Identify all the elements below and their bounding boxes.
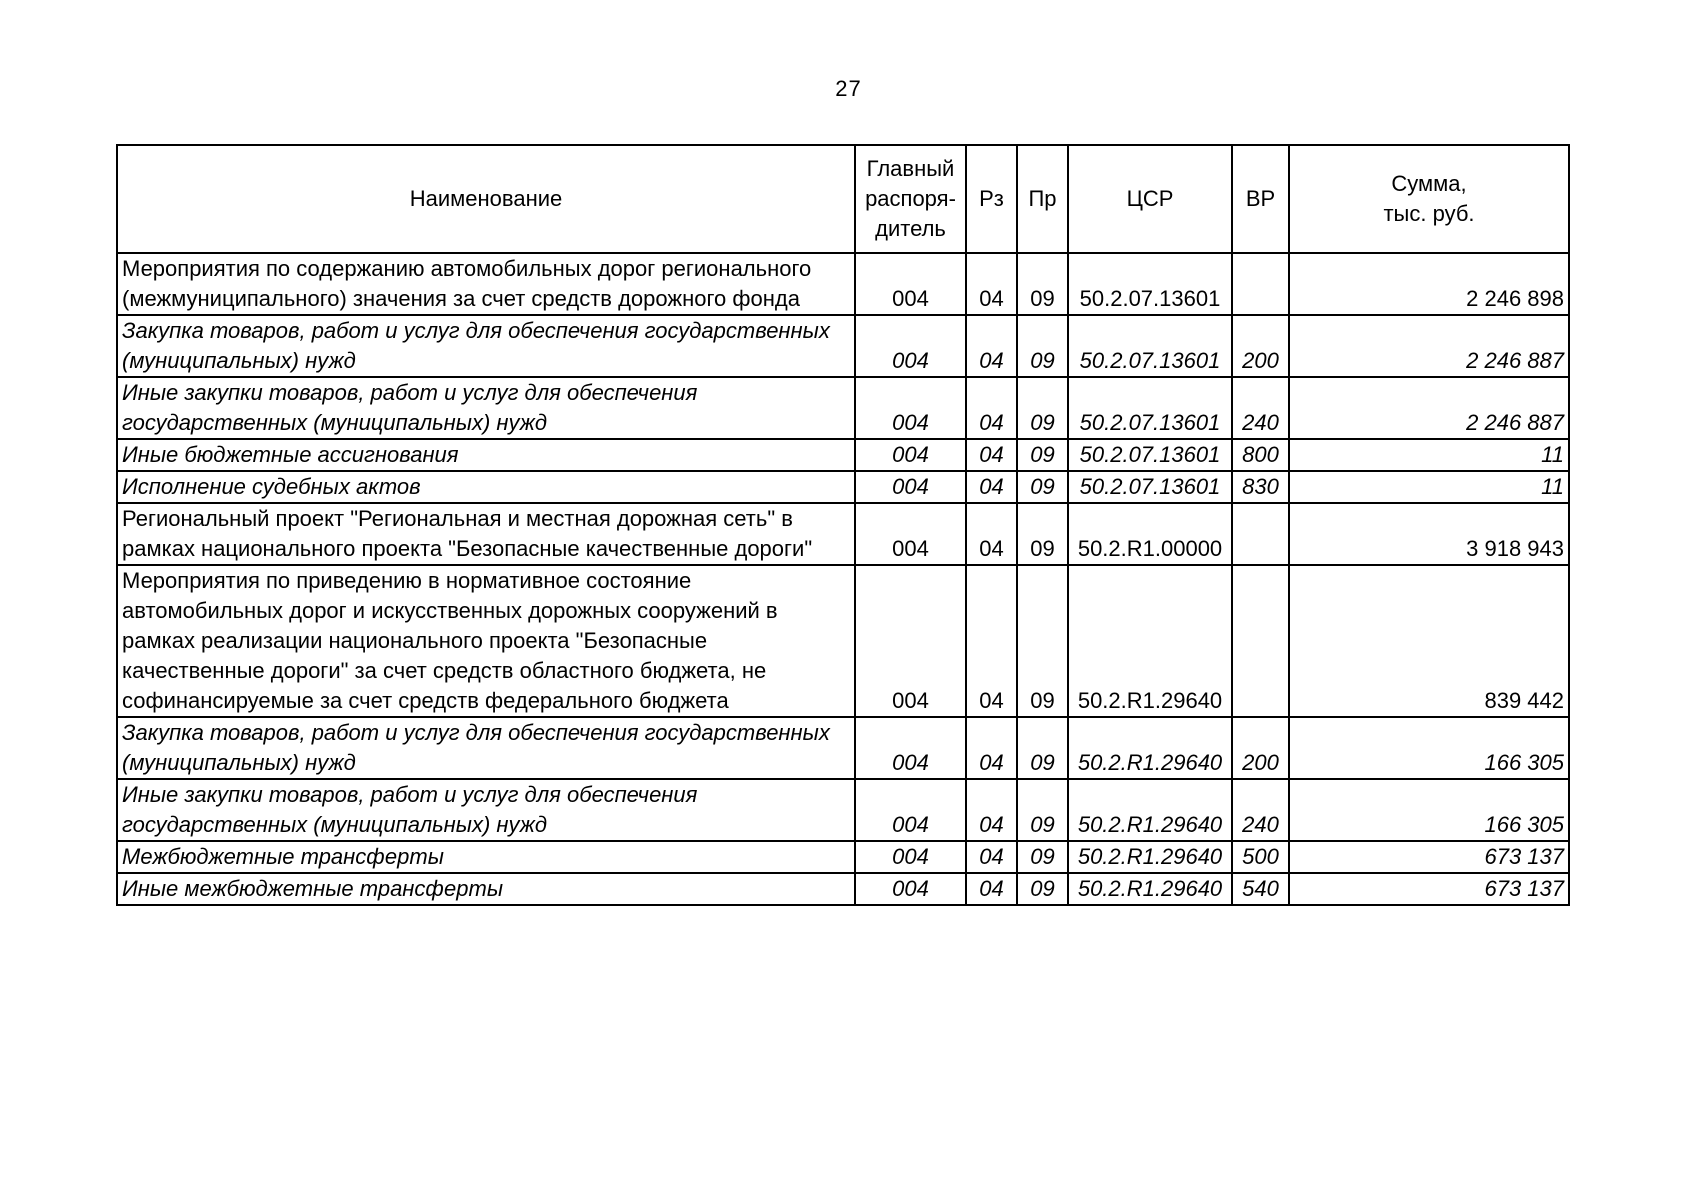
table-body — [117, 253, 1569, 905]
cell-name: Иные бюджетные ассигнования — [117, 439, 855, 471]
cell-csr: 50.2.07.13601 — [1068, 377, 1232, 439]
table-row — [117, 471, 1569, 503]
cell-csr: 50.2.07.13601 — [1068, 253, 1232, 315]
cell-name: Региональный проект "Региональная и местная дорожная сеть" в рамках национального проекта "Безопасные качественные дороги" — [117, 503, 855, 565]
cell-vr — [1232, 565, 1289, 717]
cell-rz: 04 — [966, 377, 1017, 439]
cell-name: Иные закупки товаров, работ и услуг для обеспечения государственных (муниципальных) нужд — [117, 377, 855, 439]
cell-csr: 50.2.07.13601 — [1068, 439, 1232, 471]
cell-sum: 2 246 898 — [1289, 253, 1569, 315]
cell-manager: 004 — [855, 873, 966, 905]
table-row — [117, 717, 1569, 779]
cell-sum: 2 246 887 — [1289, 377, 1569, 439]
cell-rz: 04 — [966, 253, 1017, 315]
cell-name: Исполнение судебных актов — [117, 471, 855, 503]
table-row — [117, 377, 1569, 439]
cell-pr: 09 — [1017, 315, 1068, 377]
table-row — [117, 503, 1569, 565]
cell-vr: 200 — [1232, 315, 1289, 377]
cell-manager: 004 — [855, 779, 966, 841]
cell-manager: 004 — [855, 503, 966, 565]
cell-sum: 166 305 — [1289, 717, 1569, 779]
cell-sum: 673 137 — [1289, 841, 1569, 873]
cell-csr: 50.2.R1.29640 — [1068, 779, 1232, 841]
cell-csr: 50.2.07.13601 — [1068, 315, 1232, 377]
cell-pr: 09 — [1017, 565, 1068, 717]
cell-rz: 04 — [966, 503, 1017, 565]
cell-sum: 673 137 — [1289, 873, 1569, 905]
cell-rz: 04 — [966, 471, 1017, 503]
header-sum: Сумма, тыс. руб. — [1289, 145, 1569, 253]
cell-pr: 09 — [1017, 873, 1068, 905]
cell-sum: 2 246 887 — [1289, 315, 1569, 377]
table-row — [117, 779, 1569, 841]
cell-csr: 50.2.R1.29640 — [1068, 565, 1232, 717]
cell-vr: 800 — [1232, 439, 1289, 471]
cell-rz: 04 — [966, 779, 1017, 841]
table-row — [117, 841, 1569, 873]
cell-manager: 004 — [855, 717, 966, 779]
cell-csr: 50.2.R1.29640 — [1068, 873, 1232, 905]
header-pr: Пр — [1017, 145, 1068, 253]
cell-csr: 50.2.R1.29640 — [1068, 717, 1232, 779]
cell-manager: 004 — [855, 439, 966, 471]
header-vr: ВР — [1232, 145, 1289, 253]
cell-rz: 04 — [966, 873, 1017, 905]
cell-vr: 200 — [1232, 717, 1289, 779]
cell-rz: 04 — [966, 439, 1017, 471]
cell-manager: 004 — [855, 841, 966, 873]
cell-vr: 540 — [1232, 873, 1289, 905]
budget-table — [116, 144, 1570, 906]
cell-name: Иные закупки товаров, работ и услуг для обеспечения государственных (муниципальных) нужд — [117, 779, 855, 841]
table-header-row — [117, 145, 1569, 253]
cell-pr: 09 — [1017, 253, 1068, 315]
cell-csr: 50.2.07.13601 — [1068, 471, 1232, 503]
cell-vr: 500 — [1232, 841, 1289, 873]
cell-vr — [1232, 503, 1289, 565]
cell-pr: 09 — [1017, 841, 1068, 873]
table-row — [117, 253, 1569, 315]
header-rz: Рз — [966, 145, 1017, 253]
cell-pr: 09 — [1017, 377, 1068, 439]
cell-name: Мероприятия по содержанию автомобильных дорог регионального (межмуниципального) значения за счет средств дорожного фонда — [117, 253, 855, 315]
page-number: 27 — [835, 76, 862, 101]
cell-name: Иные межбюджетные трансферты — [117, 873, 855, 905]
cell-vr: 830 — [1232, 471, 1289, 503]
cell-pr: 09 — [1017, 503, 1068, 565]
cell-manager: 004 — [855, 315, 966, 377]
header-name: Наименование — [117, 145, 855, 253]
table-row — [117, 873, 1569, 905]
cell-manager: 004 — [855, 565, 966, 717]
cell-manager: 004 — [855, 471, 966, 503]
cell-rz: 04 — [966, 565, 1017, 717]
cell-csr: 50.2.R1.00000 — [1068, 503, 1232, 565]
cell-pr: 09 — [1017, 779, 1068, 841]
cell-sum: 11 — [1289, 439, 1569, 471]
cell-manager: 004 — [855, 377, 966, 439]
cell-name: Закупка товаров, работ и услуг для обеспечения государственных (муниципальных) нужд — [117, 717, 855, 779]
table-row — [117, 315, 1569, 377]
cell-vr — [1232, 253, 1289, 315]
table-row — [117, 565, 1569, 717]
cell-pr: 09 — [1017, 471, 1068, 503]
cell-rz: 04 — [966, 315, 1017, 377]
cell-name: Межбюджетные трансферты — [117, 841, 855, 873]
table-row — [117, 439, 1569, 471]
cell-vr: 240 — [1232, 779, 1289, 841]
cell-sum: 166 305 — [1289, 779, 1569, 841]
cell-name: Закупка товаров, работ и услуг для обеспечения государственных (муниципальных) нужд — [117, 315, 855, 377]
cell-pr: 09 — [1017, 717, 1068, 779]
cell-rz: 04 — [966, 717, 1017, 779]
cell-rz: 04 — [966, 841, 1017, 873]
header-csr: ЦСР — [1068, 145, 1232, 253]
header-manager: Главный распоря- дитель — [855, 145, 966, 253]
cell-vr: 240 — [1232, 377, 1289, 439]
cell-sum: 839 442 — [1289, 565, 1569, 717]
cell-manager: 004 — [855, 253, 966, 315]
cell-csr: 50.2.R1.29640 — [1068, 841, 1232, 873]
cell-pr: 09 — [1017, 439, 1068, 471]
cell-sum: 11 — [1289, 471, 1569, 503]
cell-sum: 3 918 943 — [1289, 503, 1569, 565]
cell-name: Мероприятия по приведению в нормативное состояние автомобильных дорог и искусственных дорожных сооружений в рамках реализации национального проекта "Безопасные качественные дороги" за счет средств областного бюджета, не софинансируемые за счет средств федерального бюджета — [117, 565, 855, 717]
